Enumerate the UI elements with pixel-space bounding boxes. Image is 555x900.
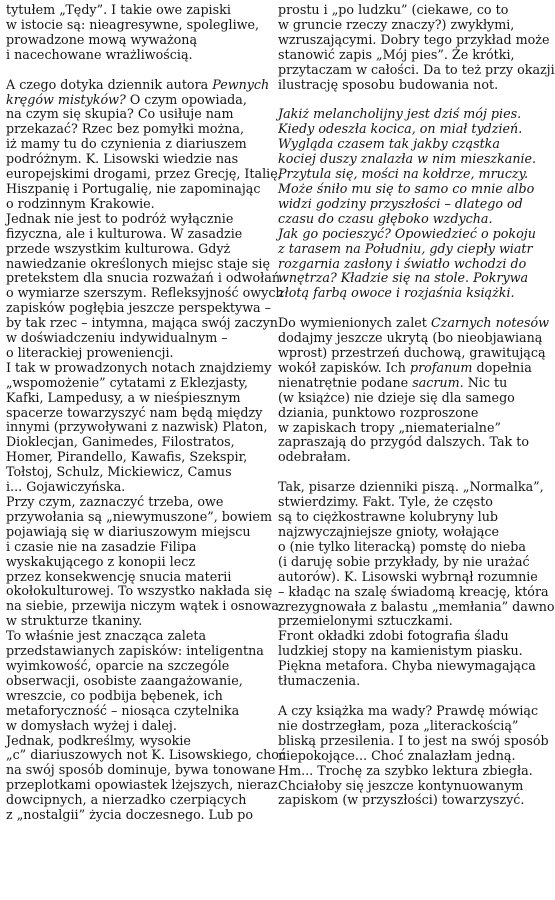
italic-title-text: profanum bbox=[409, 359, 473, 375]
paragraph bbox=[278, 628, 536, 689]
paragraph bbox=[6, 732, 286, 823]
paragraph bbox=[6, 359, 272, 495]
text-line: wprost) przestrzeń duchową, grawitującą bbox=[278, 345, 546, 361]
text-run: . Nic tu bbox=[459, 374, 508, 390]
text-line: wzruszającymi. Dobry tego przykład może bbox=[278, 31, 550, 47]
text-line: Może śniło mu się to samo co mnie albo bbox=[278, 180, 535, 196]
paragraph bbox=[278, 315, 550, 465]
text-line: o wymiarze szerszym. Refleksyjność owych bbox=[6, 285, 284, 301]
text-line: „c” diariuszowych not K. Lisowskiego, choć bbox=[6, 747, 286, 763]
text-line: o literackiej proweniencji. bbox=[6, 344, 174, 360]
text-line: obserwacji, osobiste zaangażowanie, bbox=[6, 672, 243, 688]
text-line: prostu i „po ludzku” (ciekawe, co to bbox=[278, 2, 509, 17]
text-line: bliską przesilenia. I to jest na swój sposób bbox=[278, 732, 549, 748]
text-line: są to ciężkostrawne kolubryny lub bbox=[278, 509, 499, 525]
quoted-note-paragraph bbox=[278, 106, 537, 301]
text-line: ludzkiej stopy na kamienistym piasku. bbox=[278, 643, 523, 659]
text-line: innymi (przywoływani z nazwisk) Platon, bbox=[6, 419, 268, 435]
text-line: na swój sposób dominuje, bywa tonowane bbox=[6, 762, 276, 778]
text-line: – kładąc na szalę świadomą kreację, która bbox=[278, 583, 549, 599]
text-line: pojawiają się w diariuszowym miejscu bbox=[6, 523, 251, 539]
paragraph bbox=[278, 479, 555, 629]
text-line: na siebie, przewija niczym wątek i osnowa bbox=[6, 598, 279, 614]
text-line: by tak rzec – intymna, mająca swój zaczyn bbox=[6, 315, 278, 331]
paragraph bbox=[6, 76, 282, 212]
right-column bbox=[278, 2, 555, 900]
text-line: zapraszają do przygód dalszych. Tak to bbox=[278, 434, 529, 450]
text-line: tytułem „Tędy”. I takie owe zapiski bbox=[6, 2, 231, 17]
text-line: To właśnie jest znacząca zaleta bbox=[6, 628, 207, 644]
text-line: Hiszpanię i Portugalię, nie zapominając bbox=[6, 180, 261, 196]
text-line: Jednak nie jest to podróż wyłącznie bbox=[6, 210, 234, 226]
text-line: o (nie tylko literacką) pomstę do nieba bbox=[278, 538, 526, 554]
text-line: Jednak, podkreślmy, wysokie bbox=[6, 732, 191, 748]
text-line: niepokojące... Choć znalazłam jedną. bbox=[278, 747, 516, 763]
text-line: o rodzinnym Krakowie. bbox=[6, 195, 155, 211]
text-line: europejskimi drogami, przez Grecję, Italię, bbox=[6, 166, 282, 182]
text-line: podróżnym. K. Lisowski wiedzie nas bbox=[6, 151, 239, 167]
text-line: dowcipnych, a nierzadko czerpiących bbox=[6, 792, 247, 808]
text-run: wokół zapisków. Ich bbox=[278, 359, 410, 375]
text-line: Piękna metafora. Chyba niewymagająca bbox=[278, 658, 536, 674]
text-line: i czasie nie na zasadzie Filipa bbox=[6, 538, 197, 554]
text-line: w doświadczeniu indywidualnym – bbox=[6, 330, 228, 346]
text-line: odebrałam. bbox=[278, 449, 351, 465]
text-line: ilustrację sposobu budowania not. bbox=[278, 76, 499, 92]
text-line: „wspomożenie” cytatami z Eklezjasty, bbox=[6, 374, 248, 390]
text-line: nawiedzanie określonych miejsc staje się bbox=[6, 255, 270, 271]
text-line: z tarasem na Południu, gdy ciepły wiatr bbox=[278, 240, 533, 256]
paragraph bbox=[278, 2, 555, 92]
text-line: przedstawianych zapisków: inteligentna bbox=[6, 643, 264, 659]
text-line: Przytula się, mości na kołdrze, mruczy. bbox=[278, 166, 529, 182]
text-line: Front okładki zdobi fotografia śladu bbox=[278, 628, 509, 644]
text-line: w gruncie rzeczy znaczy?) zwykłymi, bbox=[278, 16, 515, 32]
text-line: w domysłach wyżej i dalej. bbox=[6, 717, 177, 733]
text-run: dopełnia bbox=[472, 359, 532, 375]
text-line: Hm... Trochę za szybko lektura zbiegła. bbox=[278, 762, 533, 778]
text-line: i nacechowane wrażliwością. bbox=[6, 46, 193, 62]
text-line: złotą farbą owoce i rozjaśnia książki. bbox=[278, 285, 515, 301]
text-line: Przy czym, zaznaczyć trzeba, owe bbox=[6, 494, 224, 509]
text-line: Dioklecjan, Ganimedes, Filostratos, bbox=[6, 434, 235, 450]
text-line: przytaczam w całości. Da to też przy okazji bbox=[278, 61, 555, 77]
text-line: (w książce) nie dzieje się dla samego bbox=[278, 389, 515, 405]
text-line: Homer, Pirandello, Kawafis, Szekspir, bbox=[6, 449, 248, 465]
left-column bbox=[6, 2, 286, 900]
text-line: wyimkowość, oparcie na szczególe bbox=[6, 657, 230, 673]
text-line: A czy książka ma wady? Prawdę mówiąc bbox=[278, 702, 539, 718]
paragraph bbox=[278, 702, 549, 808]
text-line: okołokulturowej. To wszystko nakłada się bbox=[6, 583, 273, 599]
text-line: przekazać? Rzec bez pomyłki można, bbox=[6, 121, 245, 137]
text-line: stwierdzimy. Fakt. Tyle, że często bbox=[278, 494, 493, 510]
text-run: Do wymienionych zalet bbox=[278, 315, 431, 331]
text-line: wnętrza? Kładzie się na stole. Pokrywa bbox=[278, 270, 529, 286]
text-line: wreszcie, co podbija bębenek, ich bbox=[6, 687, 223, 703]
text-line: Jak go pocieszyć? Opowiedzieć o pokoju bbox=[278, 225, 536, 241]
text-line: Kiedy odeszła kocica, on miał tydzień. bbox=[278, 121, 523, 137]
text-line: w istocie są: nieagresywne, spolegliwe, bbox=[6, 16, 260, 32]
text-line: Jakiż melancholijny jest dziś mój pies. bbox=[278, 106, 522, 122]
text-line: Chciałoby się jeszcze kontynuowanym bbox=[278, 777, 524, 793]
text-line: dziania, punktowo rozproszone bbox=[278, 404, 479, 420]
text-line: tłumaczenia. bbox=[278, 673, 361, 689]
text-line: przywołania są „niewymuszone”, bowiem bbox=[6, 508, 272, 524]
text-run: O czym opowiada, bbox=[125, 91, 247, 107]
text-line: w strukturze tkaniny. bbox=[6, 613, 143, 629]
text-line: (i daruję sobie przykłady, by nie urażać bbox=[278, 553, 530, 569]
text-line: stanowić zapis „Mój pies”. Że krótki, bbox=[278, 46, 515, 62]
text-line: zapiskom (w przyszłości) towarzyszyć. bbox=[278, 792, 525, 808]
text-line: widzi godziny przyszłości – dlatego od bbox=[278, 195, 523, 211]
text-run: A czego dotyka dziennik autora bbox=[6, 76, 213, 92]
text-line: Kafki, Lampedusy, a w nieśpiesznym bbox=[6, 389, 241, 405]
text-line: najzwyczajniejsze gnioty, wołające bbox=[278, 524, 500, 539]
italic-title-text: kręgów mistyków? bbox=[6, 91, 126, 107]
italic-title-text: Czarnych notesów bbox=[430, 315, 550, 331]
text-line: iż mamy tu do czynienia z diariuszem bbox=[6, 136, 247, 152]
text-line: nie dostrzegłam, poza „literackością” bbox=[278, 717, 519, 733]
paragraph bbox=[6, 629, 264, 733]
text-line bbox=[278, 376, 531, 391]
text-line: przez konsekwencję snucia materii bbox=[6, 568, 232, 584]
text-line: i... Gojawiczyńska. bbox=[6, 479, 126, 495]
paragraph bbox=[6, 494, 279, 629]
text-line bbox=[278, 361, 531, 376]
text-line: Wygląda czasem tak jakby cząstka bbox=[278, 136, 500, 152]
text-line: autorów). K. Lisowski wybrnął rozumnie bbox=[278, 568, 538, 584]
text-line: fizyczna, ale i kulturowa. W zasadzie bbox=[6, 225, 243, 241]
text-line: czasu do czasu głęboko wzdycha. bbox=[278, 210, 493, 226]
text-line: metaforyczność – niosąca czytelnika bbox=[6, 702, 240, 718]
text-line: w zapiskach tropy „niematerialne” bbox=[278, 419, 501, 435]
text-line: I tak w prowadzonych notach znajdziemy bbox=[6, 359, 272, 375]
text-line: kociej duszy znalazła w nim mieszkanie. bbox=[278, 151, 537, 167]
text-line: z „nostalgii” życia doczesnego. Lub po bbox=[6, 807, 254, 823]
text-line bbox=[6, 76, 270, 93]
text-line: przeplotkami opowiastek lżejszych, nieraz bbox=[6, 777, 278, 793]
paragraph bbox=[6, 210, 284, 361]
text-line: rozgarnia zasłony i światło wchodzi do bbox=[278, 255, 527, 271]
text-line: zrezygnowała z balastu „memłania” dawno bbox=[278, 598, 555, 614]
text-line: prowadzone mową wyważoną bbox=[6, 31, 198, 47]
text-line: zapisków pogłębia jeszcze perspektywa – bbox=[6, 300, 272, 316]
italic-title-text: sacrum bbox=[412, 374, 460, 390]
text-line: wyskakującego z konopii lecz bbox=[6, 553, 196, 569]
text-line bbox=[278, 315, 550, 331]
text-line: przede wszystkim kulturowa. Gdyż bbox=[6, 240, 231, 256]
text-line: przemielonymi sztuczkami. bbox=[278, 613, 453, 629]
text-run: nienatrętnie podane bbox=[278, 374, 413, 390]
text-line: na czym się skupia? Co usiłuje nam bbox=[6, 106, 234, 122]
paragraph bbox=[6, 3, 264, 63]
text-line: pretekstem dla snucia rozważań i odwołań bbox=[6, 270, 281, 286]
italic-title-text: Pewnych bbox=[212, 76, 270, 92]
text-line: spacerze towarzyszyć nam będą między bbox=[6, 404, 263, 420]
text-line: Tołstoj, Schulz, Mickiewicz, Camus bbox=[6, 464, 232, 480]
text-line bbox=[6, 93, 264, 108]
text-line: dodajmy jeszcze ukrytą (bo nieobjawianą bbox=[278, 330, 543, 346]
text-line: Tak, pisarze dzienniki piszą. „Normalka”, bbox=[278, 479, 544, 495]
